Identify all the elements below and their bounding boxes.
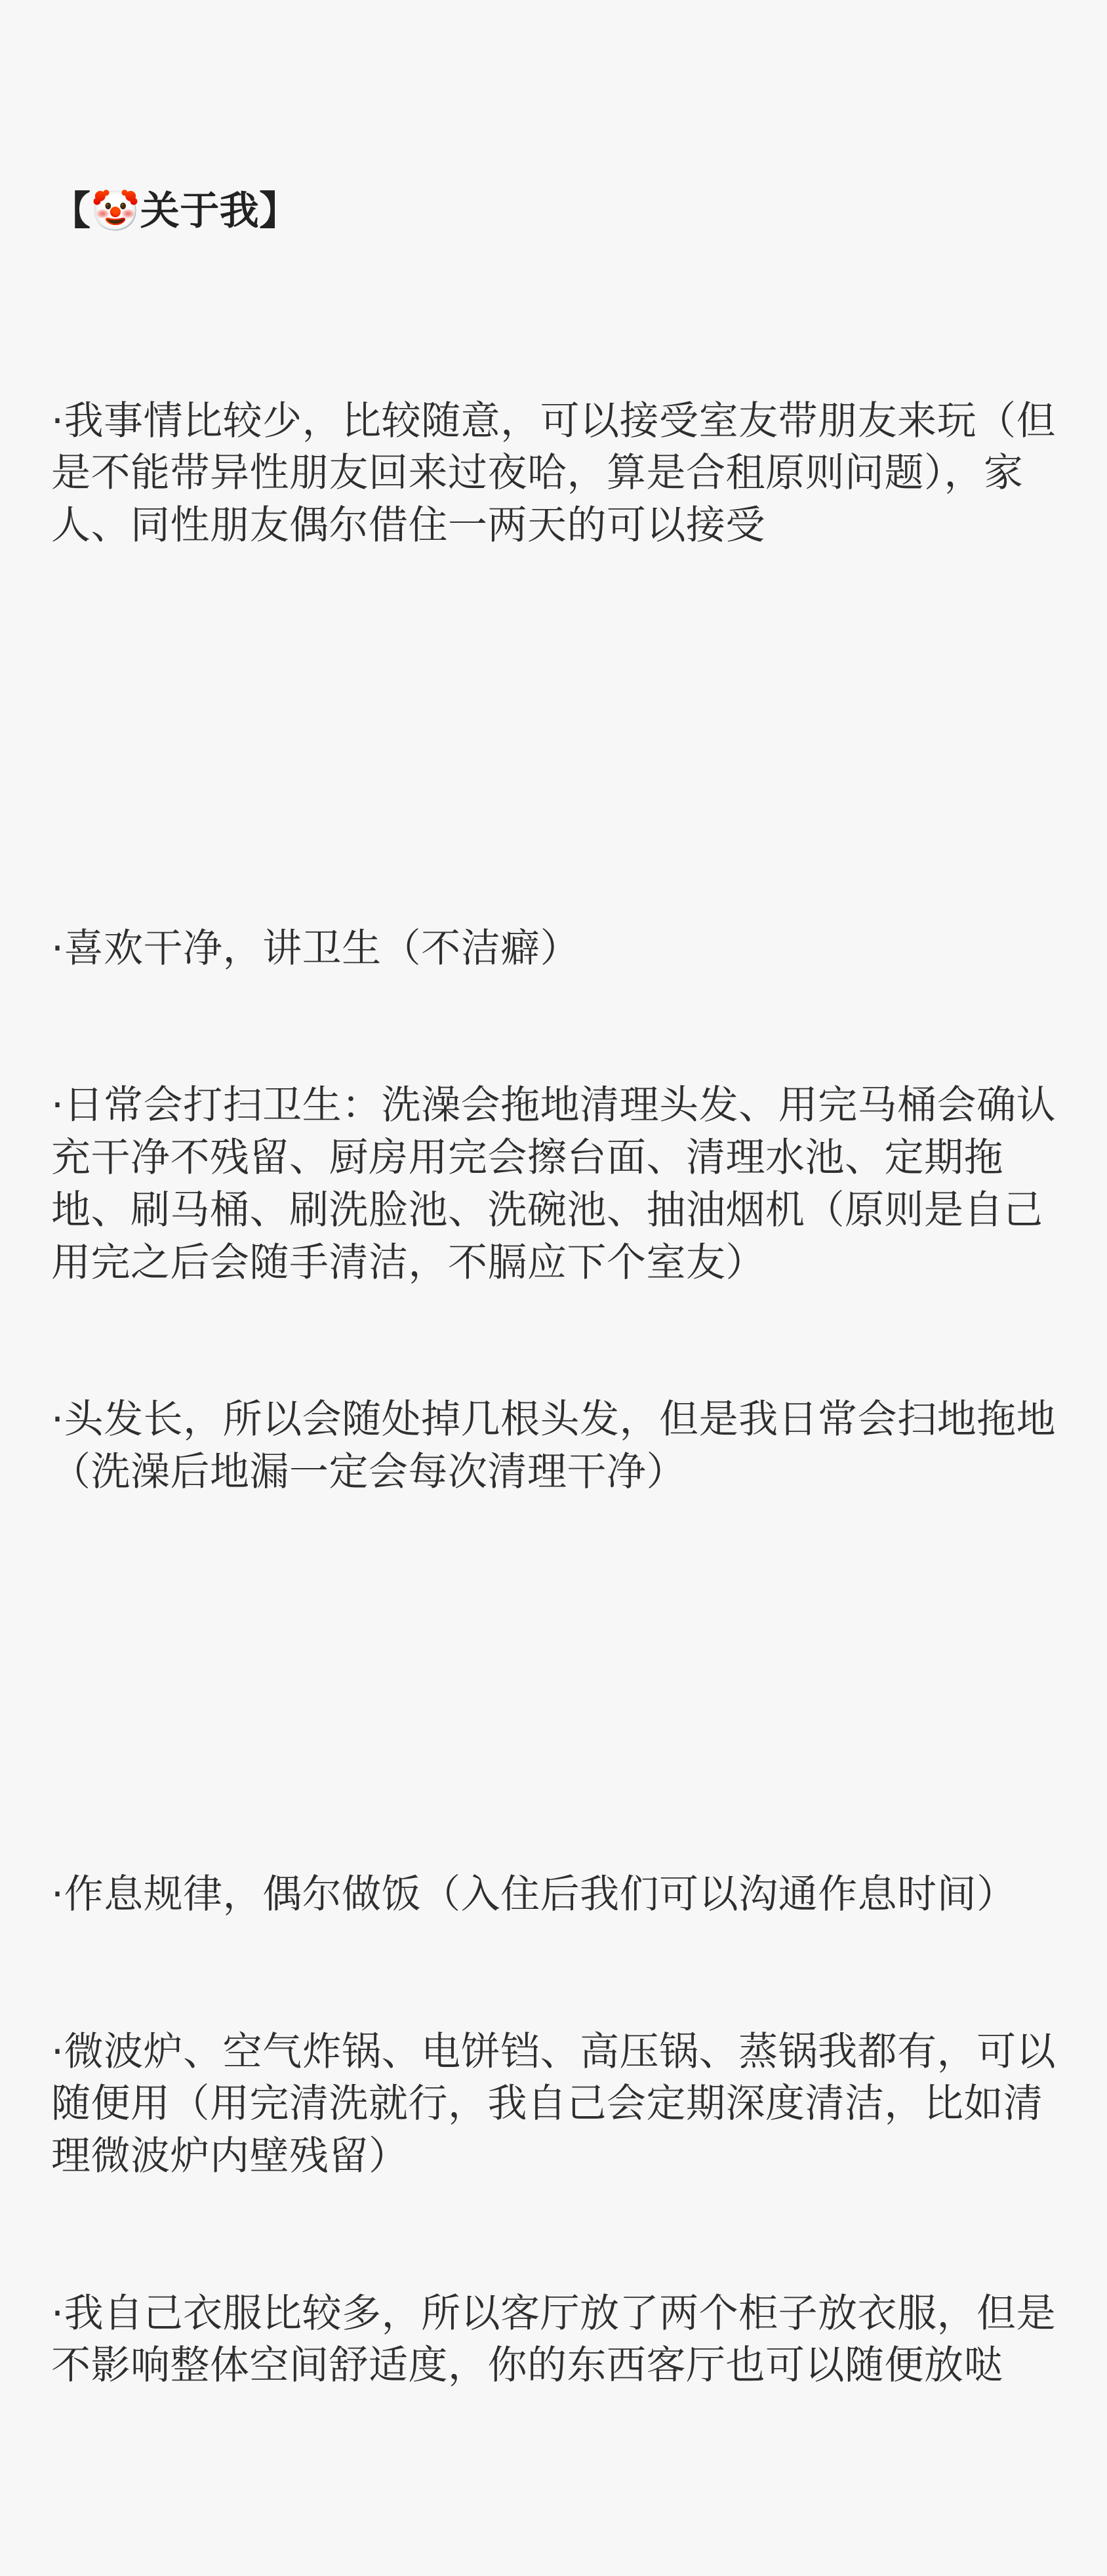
document-body: [51, 29, 1061, 2550]
cleanliness-line-3: ·头发长，所以会随处掉几根头发，但是我日常会扫地拖地（洗澡后地漏一定会每次清理干净）: [51, 1396, 1057, 1495]
routine-line-1: ·作息规律，偶尔做饭（入住后我们可以沟通作息时间）: [51, 1871, 1016, 1918]
cleanliness-line-2: ·日常会打扫卫生：洗澡会拖地清理头发、用完马桶会确认充干净不残留、厨房用完会擦台面、清理水池、定期拖地、刷马桶、刷洗脸池、洗碗池、抽油烟机（原则是自己用完之后会随手清洁，不膈应下个室友）: [51, 1082, 1057, 1286]
intro-line-1: ·我事情比较少，比较随意，可以接受室友带朋友来玩（但是不能带异性朋友回来过夜哈，算是合租原则问题），家人、同性朋友偶尔借住一两天的可以接受: [51, 398, 1057, 549]
section-spacer-2: [51, 1656, 1061, 1712]
routine-line-3: ·我自己衣服比较多，所以客厅放了两个柜子放衣服，但是不影响整体空间舒适度，你的东西客厅也可以随便放哒: [51, 2290, 1057, 2389]
document-heading: 【🤡关于我】: [51, 188, 299, 235]
section-spacer-1: [51, 709, 1061, 766]
cleanliness-line-1: ·喜欢干净，讲卫生（不洁癖）: [51, 925, 580, 971]
routine-line-2: ·微波炉、空气炸锅、电饼铛、高压锅、蒸锅我都有，可以随便用（用完清洗就行，我自己会定期深度清洁，比如清理微波炉内壁残留）: [51, 2028, 1057, 2180]
